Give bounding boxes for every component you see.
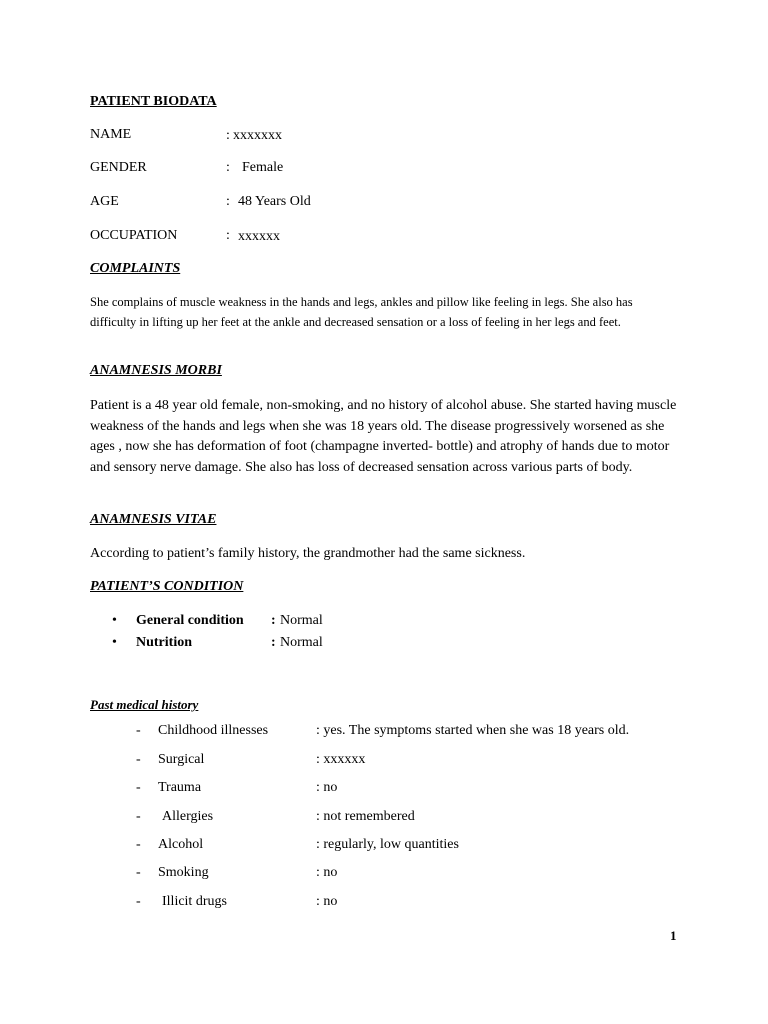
biodata-label-name: NAME bbox=[90, 127, 132, 142]
history-value-trauma: : no bbox=[316, 780, 338, 795]
history-label-smoking: Smoking bbox=[158, 865, 209, 880]
condition-bullet: • bbox=[112, 635, 117, 650]
biodata-label-gender: GENDER bbox=[90, 160, 147, 175]
history-dash: - bbox=[136, 780, 141, 795]
complaints-text: She complains of muscle weakness in the hands and legs, ankles and pillow like feeling in legs. She also has difficulty in lifting up her feet at the ankle and decreased sensation or a loss of feeling in her legs and feet. bbox=[90, 295, 633, 329]
condition-value-nutrition: Normal bbox=[280, 635, 323, 650]
biodata-value-age: 48 Years Old bbox=[238, 194, 311, 209]
biodata-label-occupation: OCCUPATION bbox=[90, 228, 178, 243]
anamnesis-morbi-text: Patient is a 48 year old female, non-smoking, and no history of alcohol abuse. She started having muscle weakness of the hands and legs when she was 18 years old. The disease progressively worsened as she ages , now she has deformation of foot (champagne inverted- bottle) and atrophy of hands due to motor and sensory nerve damage. She also has loss of decreased sensation across various parts of body. bbox=[90, 398, 677, 475]
complaints-heading: COMPLAINTS bbox=[90, 261, 181, 276]
page-title: PATIENT BIODATA bbox=[90, 94, 217, 109]
history-label-childhood: Childhood illnesses bbox=[158, 723, 269, 738]
history-value-smoking: : no bbox=[316, 865, 338, 880]
biodata-value-occupation: xxxxxx bbox=[238, 229, 280, 244]
biodata-sep-gender: : bbox=[226, 160, 230, 175]
past-history-heading: Past medical history bbox=[90, 697, 199, 712]
condition-label-general: General condition bbox=[136, 613, 244, 628]
history-dash: - bbox=[136, 809, 141, 824]
history-label-allergies: Allergies bbox=[162, 809, 214, 824]
biodata-sep-name: : bbox=[226, 128, 230, 143]
biodata-value-gender: Female bbox=[242, 160, 284, 175]
biodata-sep-occupation: : bbox=[226, 228, 230, 243]
history-value-illicit-drugs: : no bbox=[316, 894, 338, 909]
page-number: 1 bbox=[670, 928, 677, 943]
biodata-value-name: xxxxxxx bbox=[233, 128, 282, 143]
condition-sep-nutrition: : bbox=[271, 635, 276, 650]
condition-heading: PATIENT’S CONDITION bbox=[90, 579, 244, 594]
history-dash: - bbox=[136, 752, 141, 767]
anamnesis-vitae-heading: ANAMNESIS VITAE bbox=[90, 512, 217, 527]
history-value-alcohol: : regularly, low quantities bbox=[316, 837, 459, 852]
anamnesis-morbi-heading: ANAMNESIS MORBI bbox=[90, 363, 222, 378]
history-dash: - bbox=[136, 894, 141, 909]
history-label-alcohol: Alcohol bbox=[158, 837, 204, 852]
history-value-allergies: : not remembered bbox=[316, 809, 415, 824]
history-dash: - bbox=[136, 723, 141, 738]
condition-bullet: • bbox=[112, 613, 117, 628]
history-label-illicit-drugs: Illicit drugs bbox=[162, 894, 227, 909]
history-dash: - bbox=[136, 865, 141, 880]
history-dash: - bbox=[136, 837, 141, 852]
condition-value-general: Normal bbox=[280, 613, 323, 628]
biodata-sep-age: : bbox=[226, 194, 230, 209]
condition-sep-general: : bbox=[271, 613, 276, 628]
history-value-childhood: : yes. The symptoms started when she was 18 years old. bbox=[316, 723, 630, 738]
biodata-label-age: AGE bbox=[90, 194, 119, 209]
history-value-surgical: : xxxxxx bbox=[316, 752, 366, 767]
condition-label-nutrition: Nutrition bbox=[136, 635, 192, 650]
anamnesis-vitae-text: According to patient’s family history, the grandmother had the same sickness. bbox=[90, 546, 526, 561]
history-label-surgical: Surgical bbox=[158, 752, 205, 767]
history-label-trauma: Trauma bbox=[158, 780, 202, 795]
